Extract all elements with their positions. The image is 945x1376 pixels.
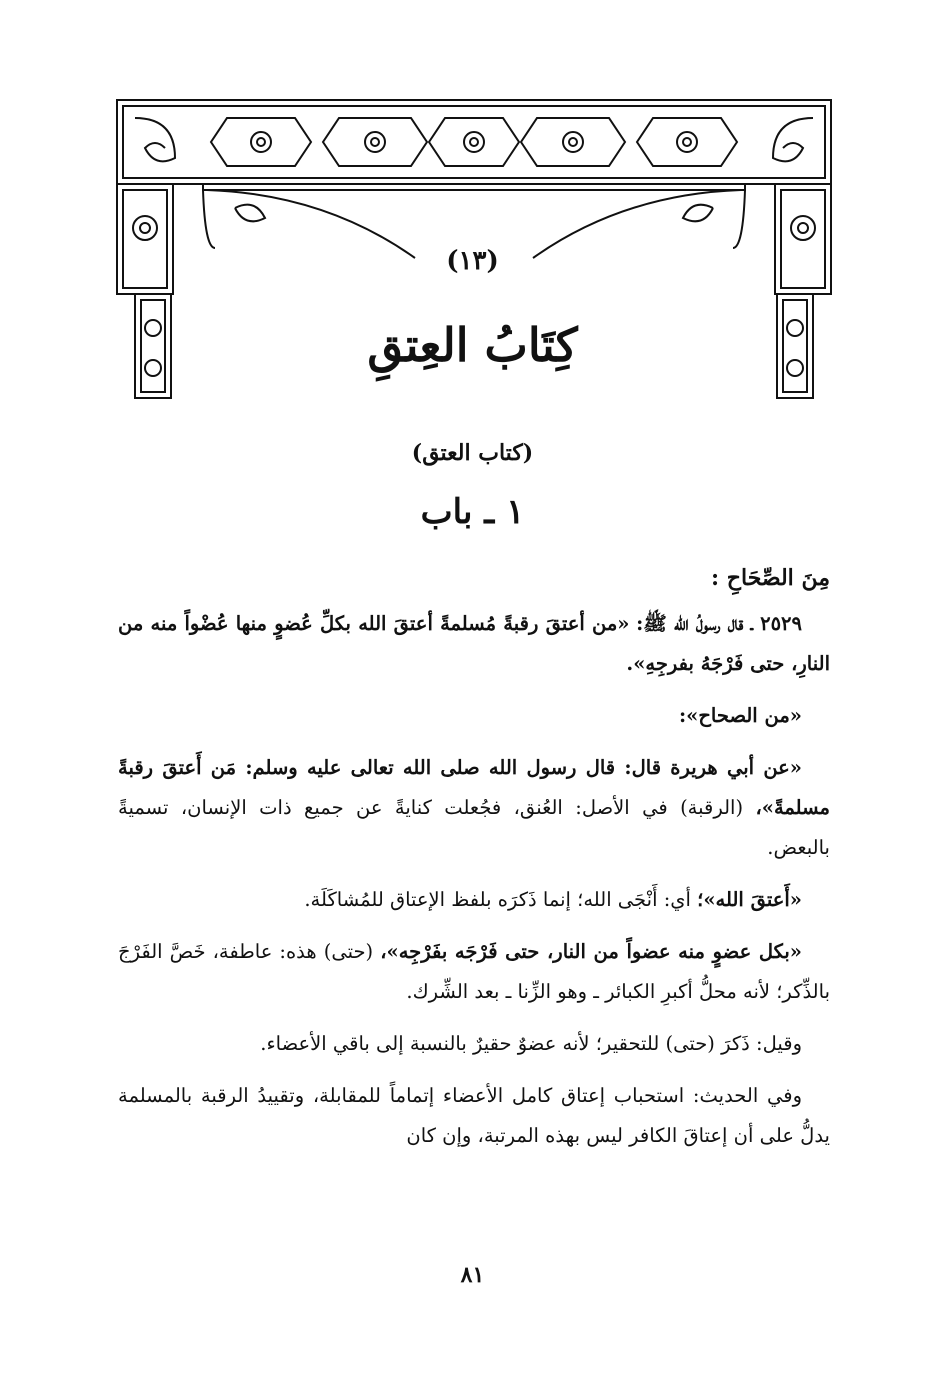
- commentary-paragraph-3: [118, 932, 830, 1012]
- p1-rest: (الرقبة) في الأصل: العُنق، فجُعلت كنايةً عن جميع ذات الإنسان، تسميةً بالبعض.: [118, 796, 830, 859]
- chapter-number: (١٣): [446, 246, 499, 276]
- section-subtitle: (كتاب العتق): [411, 440, 534, 466]
- page-number: ٨١: [460, 1262, 485, 1288]
- commentary-paragraph-1: [118, 748, 830, 868]
- hadith-paragraph: [118, 604, 830, 684]
- p3-bold: «بكل عضوٍ منه عضواً من النار، حتى فَرْجَه بفَرْجِه»،: [380, 940, 802, 963]
- commentary-paragraph-4: وقيل: ذَكرَ (حتى) للتحقير؛ لأنه عضوٌ حقيرٌ بالنسبة إلى باقي الأعضاء.: [260, 1032, 802, 1055]
- bab-heading: ١ ـ باب: [420, 492, 525, 532]
- commentary-paragraph-2: [118, 880, 830, 920]
- p1-bold: «عن أبي هريرة قال: قال رسول الله صلى الله تعالى عليه وسلم: مَن أَعتقَ رقبةً مسلمةً»،: [118, 756, 830, 819]
- commentary-paragraph-5: وفي الحديث: استحباب إعتاق كامل الأعضاء إتماماً للمقابلة، وتقييدُ الرقبة بالمسلمة يدلُّ على أن إعتاقَ الكافر ليس بهذه المرتبة، وإن كان: [118, 1084, 830, 1147]
- p2-rest: أي: أَنْجَى الله؛ إنما ذَكرَه بلفظ الإعتاق للمُشاكَلَة.: [304, 888, 691, 911]
- body-text: [118, 558, 830, 1168]
- hadith-lead: ٢٥٢٩ ـ قال رسولُ الله ﷺ:: [636, 612, 802, 635]
- sahah-quote: «من الصحاح»:: [678, 704, 802, 727]
- hadith-text: «من أعتقَ رقبةً مُسلمةً أعتقَ الله بكلِّ عُضوٍ منها عُضْواً منه من النارِ، حتى فَرْجَهُ بفرجِهِ».: [118, 612, 830, 675]
- sahah-heading: مِنَ الصِّحَاحِ :: [711, 565, 830, 591]
- chapter-title: كِتَابُ العِتقِ: [367, 318, 578, 372]
- p2-bold: «أَعتقَ الله»؛: [697, 888, 802, 911]
- p3-rest: (حتى) هذه: عاطفة، خَصَّ الفَرْجَ بالذِّكر؛ لأنه محلُّ أكبرِ الكبائر ـ وهو الزِّنا ـ بعد الشِّرك.: [118, 940, 830, 1003]
